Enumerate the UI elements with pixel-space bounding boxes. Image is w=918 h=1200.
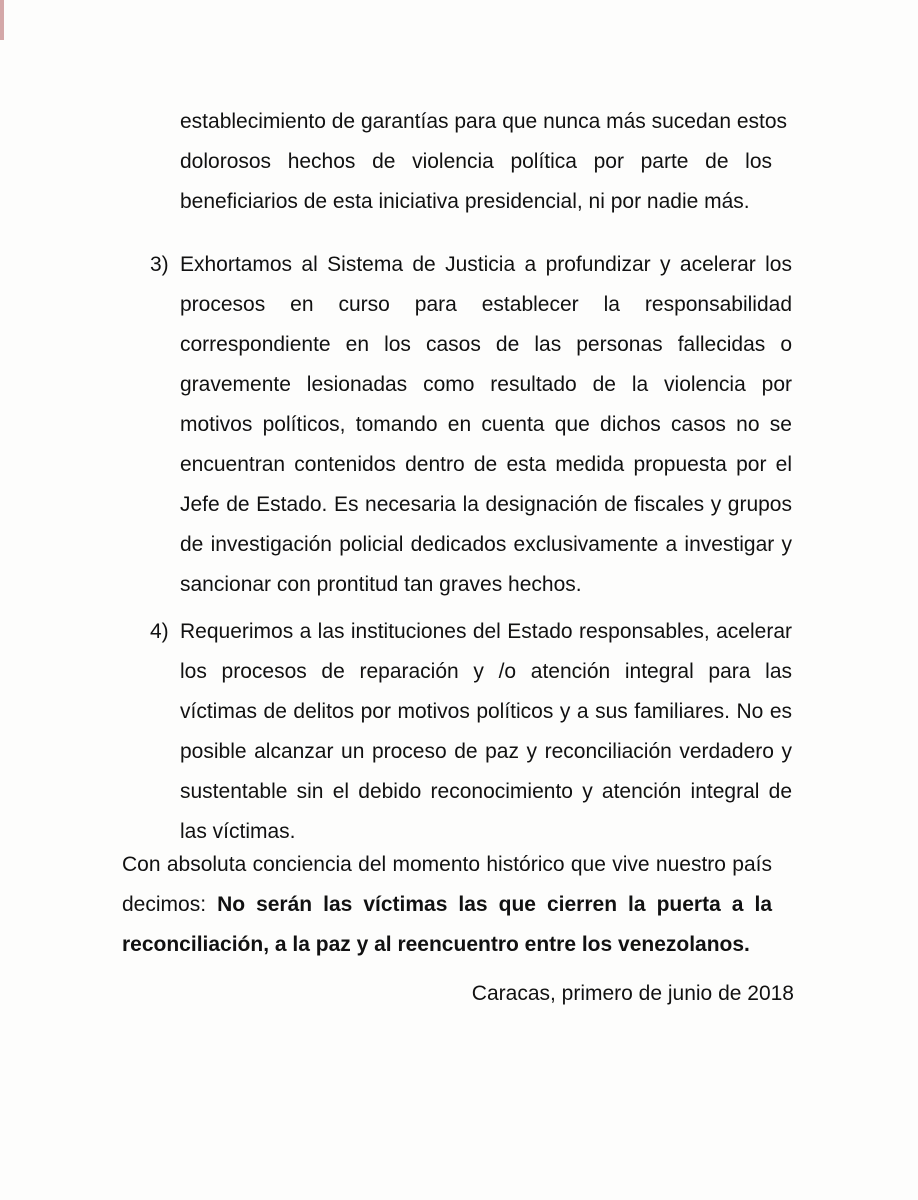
paragraph-line: correspondiente en los casos de las personas fallecidas o: [180, 333, 792, 356]
closing-prefix: decimos:: [122, 893, 207, 916]
paragraph-line: posible alcanzar un proceso de paz y reconciliación verdadero y: [180, 740, 792, 763]
paragraph-line: Jefe de Estado. Es necesaria la designación de fiscales y grupos: [180, 493, 792, 516]
paragraph-line: las víctimas.: [180, 820, 296, 843]
paragraph-line: procesos en curso para establecer la responsabilidad: [180, 293, 792, 316]
paragraph-line: gravemente lesionadas como resultado de la violencia por: [180, 373, 792, 396]
paragraph-line: dolorosos hechos de violencia política por parte de los: [180, 150, 772, 173]
paragraph-line: sustentable sin el debido reconocimiento y atención integral de: [180, 780, 792, 803]
continuation-paragraph: [180, 102, 788, 222]
paragraph-line: Con absoluta conciencia del momento histórico que vive nuestro país: [122, 853, 772, 876]
paragraph-line: beneficiarios de esta iniciativa presidencial, ni por nadie más.: [180, 190, 750, 213]
paragraph-line: motivos políticos, tomando en cuenta que dichos casos no se: [180, 413, 792, 436]
place-and-date: Caracas, primero de junio de 2018: [471, 982, 794, 1005]
paragraph-line: víctimas de delitos por motivos políticos y a sus familiares. No es: [180, 700, 792, 723]
paragraph-line: de investigación policial dedicados exclusivamente a investigar y: [180, 533, 792, 556]
closing-emphasis: No serán las víctimas las que cierren la puerta a la: [217, 893, 773, 916]
list-item-number: 3): [150, 253, 169, 276]
closing-emphasis-line: reconciliación, a la paz y al reencuentro entre los venezolanos.: [122, 933, 750, 956]
paragraph-line: Exhortamos al Sistema de Justicia a profundizar y acelerar los: [180, 253, 792, 276]
list-item-body: [180, 612, 792, 852]
paragraph-line: establecimiento de garantías para que nunca más sucedan estos: [180, 110, 788, 133]
list-item-body: [180, 245, 792, 605]
closing-paragraph: [122, 845, 772, 965]
paragraph-line: los procesos de reparación y /o atención integral para las: [180, 660, 792, 683]
paragraph-line: sancionar con prontitud tan graves hechos.: [180, 573, 582, 596]
page-edge-mark: [0, 0, 4, 40]
paragraph-line: [122, 885, 772, 925]
list-item-number: 4): [150, 620, 169, 643]
paragraph-line: encuentran contenidos dentro de esta medida propuesta por el: [180, 453, 792, 476]
paragraph-line: Requerimos a las instituciones del Estado responsables, acelerar: [180, 620, 792, 643]
